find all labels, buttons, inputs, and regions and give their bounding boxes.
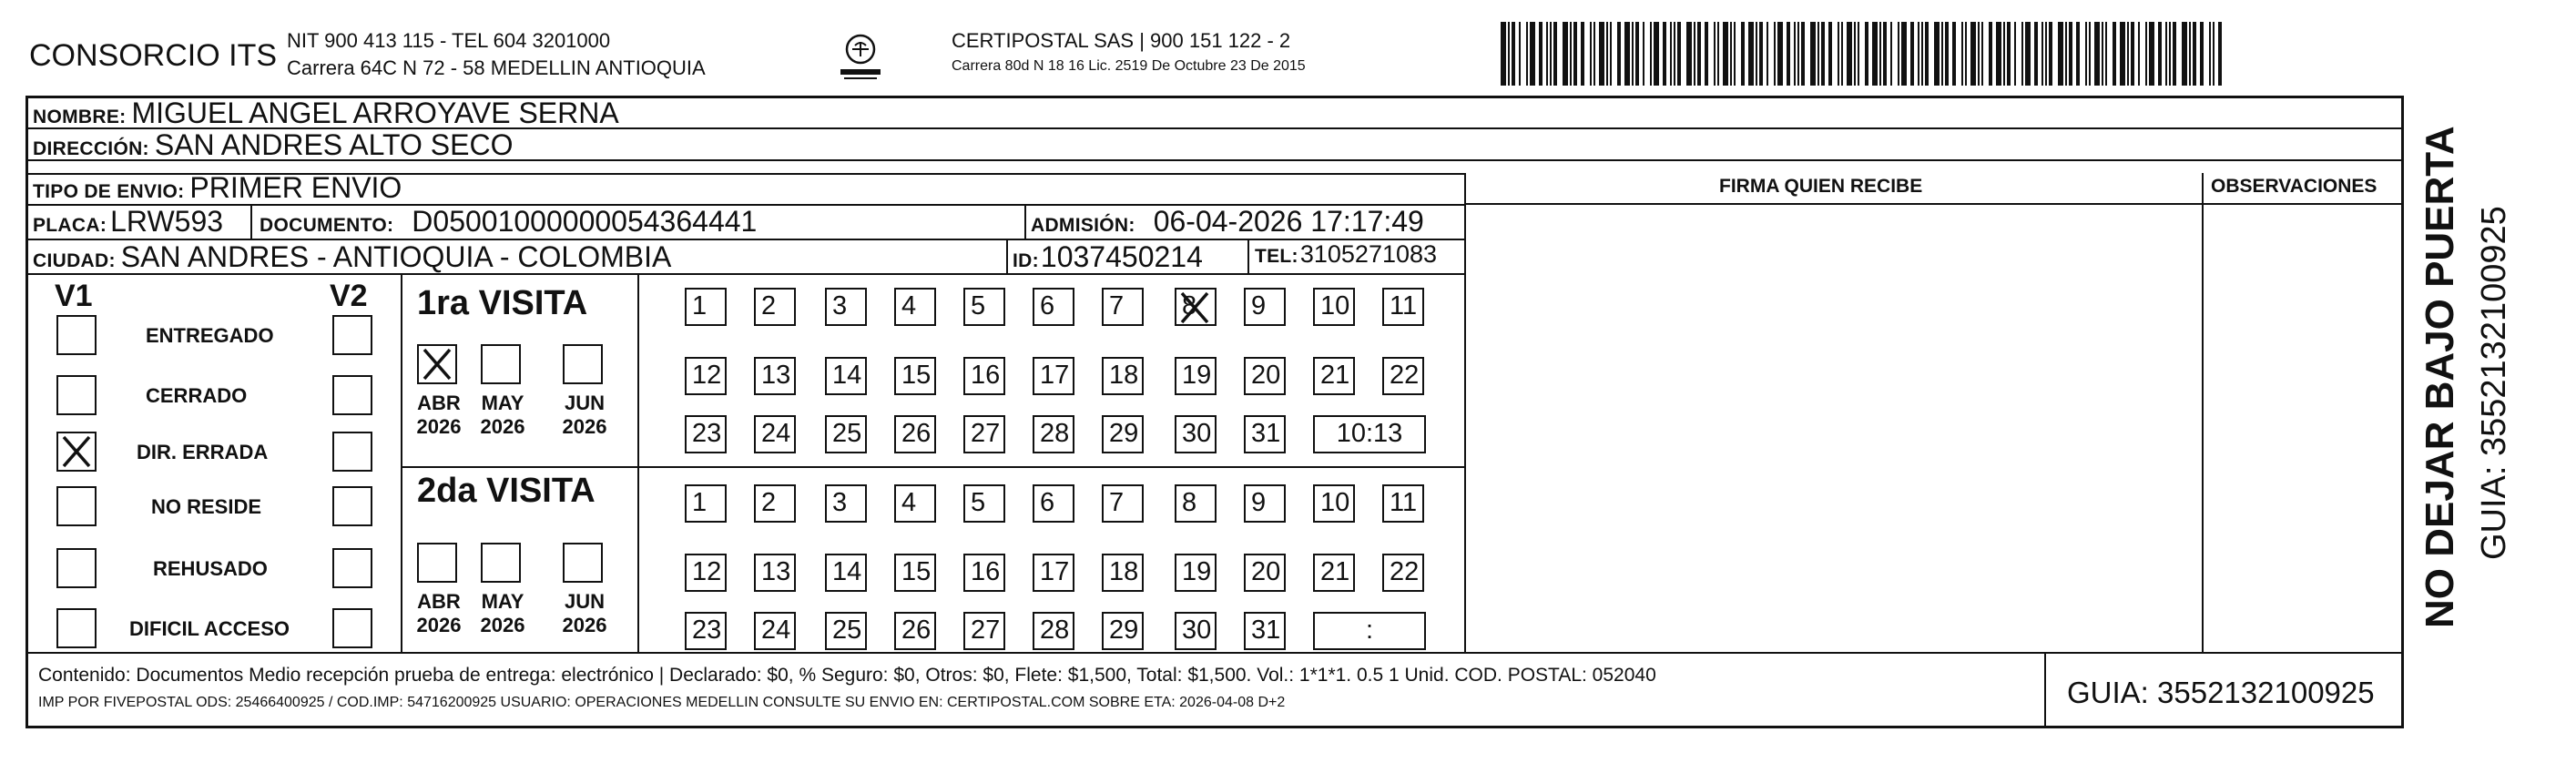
check-x-icon [58,433,95,470]
day-checkbox[interactable] [1175,554,1217,592]
placa-value: LRW593 [110,205,224,238]
day-number: 4 [901,488,917,517]
day-number: 8 [1182,291,1197,320]
day-checkbox[interactable] [1102,357,1144,395]
day-checkbox[interactable] [1102,554,1144,592]
contenido-text: Contenido: Documentos Medio recepción prueba de entrega: electrónico | Declarado: $0, % Seguro: $0, Otros: $0, Flete: $1,500, Total: $1,500. Vol.: 1*1*1. 0.5 1 Unid. COD. POSTAL: 052040 [38,665,1656,686]
id-label: ID: [1013,250,1039,271]
documento-value: D05001000000054364441 [412,205,758,238]
day-checkbox[interactable] [825,554,867,592]
day-checkbox[interactable] [685,484,727,523]
v1-checkbox[interactable] [56,375,97,415]
nombre-row [33,97,619,130]
day-checkbox[interactable] [754,554,796,592]
day-checkbox[interactable] [685,554,727,592]
direccion-value: SAN ANDRES ALTO SECO [154,128,514,161]
day-checkbox[interactable] [685,415,727,453]
v1-checkbox[interactable] [56,315,97,355]
month-label: JUN 2026 [562,392,607,439]
day-checkbox[interactable] [1244,357,1286,395]
day-checkbox[interactable] [1175,612,1217,650]
day-checkbox[interactable] [1102,484,1144,523]
tipo-value: PRIMER ENVIO [189,171,402,204]
tel-label: TEL: [1255,246,1298,267]
month-label: MAY 2026 [480,590,525,637]
v1-checkbox[interactable] [56,608,97,648]
day-number: 3 [832,291,848,320]
nombre-value: MIGUEL ANGEL ARROYAVE SERNA [131,97,619,129]
day-checkbox[interactable] [1033,415,1074,453]
day-number: 29 [1109,419,1139,448]
day-number: 28 [1040,419,1070,448]
day-checkbox[interactable] [1175,288,1217,326]
day-checkbox[interactable] [894,484,936,523]
admision-cell [1031,205,1424,239]
v2-checkbox[interactable] [332,486,372,526]
barcode [1501,22,2222,86]
day-checkbox[interactable] [894,415,936,453]
day-checkbox[interactable] [1175,357,1217,395]
day-checkbox[interactable] [894,612,936,650]
day-checkbox[interactable] [754,288,796,326]
time-field[interactable]: 10:13 [1313,415,1426,453]
day-number: 12 [692,557,722,586]
day-number: 21 [1320,557,1350,586]
day-checkbox[interactable] [963,288,1005,326]
v2-checkbox[interactable] [332,432,372,472]
direccion-label: DIRECCIÓN: [33,138,149,159]
company-nit: NIT 900 413 115 - TEL 604 3201000 [287,29,611,52]
courier-name: CERTIPOSTAL SAS | 900 151 122 - 2 [952,29,1291,52]
day-number: 24 [761,615,791,645]
day-number: 20 [1251,557,1281,586]
day-checkbox[interactable] [963,554,1005,592]
day-checkbox[interactable] [963,484,1005,523]
visit1-title: 1ra VISITA [417,284,588,322]
day-number: 7 [1109,291,1125,320]
day-number: 27 [971,419,1001,448]
day-number: 22 [1390,557,1420,586]
day-checkbox[interactable] [1033,484,1074,523]
day-checkbox[interactable] [1175,484,1217,523]
day-number: 18 [1109,557,1139,586]
v2-checkbox[interactable] [332,375,372,415]
time-field[interactable]: : [1313,612,1426,650]
day-number: 25 [832,615,862,645]
day-checkbox[interactable] [963,357,1005,395]
day-checkbox[interactable] [1102,288,1144,326]
day-number: 10 [1320,488,1350,517]
day-number: 20 [1251,361,1281,390]
month-label: JUN 2026 [562,590,607,637]
day-number: 19 [1182,557,1212,586]
tipo-row [33,171,402,205]
day-number: 13 [761,361,791,390]
day-checkbox[interactable] [825,357,867,395]
v2-checkbox[interactable] [332,315,372,355]
day-number: 21 [1320,361,1350,390]
day-number: 15 [901,557,932,586]
courier-address: Carrera 80d N 18 16 Lic. 2519 De Octubre 23 De 2015 [952,58,1306,74]
day-checkbox[interactable] [1382,288,1424,326]
day-number: 31 [1251,419,1281,448]
ciudad-cell [33,240,671,274]
day-checkbox[interactable] [825,612,867,650]
month-checkbox[interactable] [563,344,603,384]
company-address: Carrera 64C N 72 - 58 MEDELLIN ANTIOQUIA [287,56,706,79]
day-number: 17 [1040,361,1070,390]
admision-value: 06-04-2026 17:17:49 [1153,205,1424,238]
day-number: 19 [1182,361,1212,390]
day-number: 29 [1109,615,1139,645]
day-number: 1 [692,488,708,517]
day-number: 6 [1040,291,1055,320]
tel-cell [1255,240,1437,269]
check-x-icon [419,346,455,382]
day-checkbox[interactable] [754,612,796,650]
day-checkbox[interactable] [754,415,796,453]
day-number: 31 [1251,615,1281,645]
day-number: 16 [971,557,1001,586]
v2-header: V2 [330,279,368,313]
day-checkbox[interactable] [825,484,867,523]
day-checkbox[interactable] [1313,288,1355,326]
day-checkbox[interactable] [685,357,727,395]
day-number: 24 [761,419,791,448]
month-checkbox[interactable] [417,344,457,384]
day-number: 11 [1390,291,1418,320]
day-number: 5 [971,291,986,320]
day-checkbox[interactable] [1382,484,1424,523]
status-label: DIR. ERRADA [137,441,269,463]
day-number: 14 [832,361,862,390]
day-checkbox[interactable] [685,612,727,650]
v2-checkbox[interactable] [332,548,372,588]
status-label: ENTREGADO [146,324,274,347]
side-guia: GUIA: 3552132100925 [2475,206,2513,560]
day-checkbox[interactable] [963,415,1005,453]
day-checkbox[interactable] [1244,612,1286,650]
day-checkbox[interactable] [1313,484,1355,523]
day-checkbox[interactable] [825,415,867,453]
day-number: 9 [1251,291,1267,320]
status-label: NO RESIDE [151,495,262,518]
check-x-icon [1176,290,1213,326]
placa-label: PLACA: [33,215,107,236]
admision-label: ADMISIÓN: [1031,215,1135,236]
day-checkbox[interactable] [754,484,796,523]
month-checkbox[interactable] [481,543,521,583]
observaciones-header: OBSERVACIONES [2211,176,2377,197]
day-number: 1 [692,291,708,320]
documento-cell [260,205,757,239]
ciudad-label: CIUDAD: [33,250,116,271]
nombre-label: NOMBRE: [33,107,127,127]
day-number: 8 [1182,488,1197,517]
day-number: 6 [1040,488,1055,517]
tipo-label: TIPO DE ENVIO: [33,181,185,202]
firma-header: FIRMA QUIEN RECIBE [1719,176,1923,197]
day-number: 22 [1390,361,1420,390]
day-checkbox[interactable] [1033,357,1074,395]
day-number: 12 [692,361,722,390]
day-number: 2 [761,291,777,320]
day-number: 3 [832,488,848,517]
v1-checkbox[interactable] [56,432,97,472]
day-checkbox[interactable] [1244,415,1286,453]
status-label: DIFICIL ACCESO [129,617,290,640]
day-checkbox[interactable] [1033,288,1074,326]
ciudad-value: SAN ANDRES - ANTIOQUIA - COLOMBIA [120,240,672,273]
day-checkbox[interactable] [825,288,867,326]
day-number: 10 [1320,291,1350,320]
day-checkbox[interactable] [1175,415,1217,453]
day-number: 2 [761,488,777,517]
day-checkbox[interactable] [894,288,936,326]
day-number: 28 [1040,615,1070,645]
month-label: MAY 2026 [480,392,525,439]
month-checkbox[interactable] [481,344,521,384]
day-number: 18 [1109,361,1139,390]
day-number: 16 [971,361,1001,390]
certipostal-logo [833,29,888,84]
visit2-title: 2da VISITA [417,472,596,510]
direccion-row [33,128,513,162]
day-checkbox[interactable] [1313,554,1355,592]
month-label: ABR 2026 [416,590,462,637]
status-label: REHUSADO [153,557,268,580]
imp-text: IMP POR FIVEPOSTAL ODS: 25466400925 / COD.IMP: 54716200925 USUARIO: OPERACIONES MEDELLIN CONSULTE SU ENVIO EN: CERTIPOSTAL.COM SOBRE ETA: 2026-04-08 D+2 [38,695,1286,710]
day-checkbox[interactable] [1244,288,1286,326]
day-checkbox[interactable] [963,612,1005,650]
id-cell [1013,240,1203,274]
placa-cell [33,205,223,239]
day-checkbox[interactable] [754,357,796,395]
v1-checkbox[interactable] [56,548,97,588]
day-number: 25 [832,419,862,448]
day-checkbox[interactable] [1313,357,1355,395]
status-label: CERRADO [146,384,248,407]
guia-footer: GUIA: 3552132100925 [2067,676,2375,709]
day-number: 27 [971,615,1001,645]
day-number: 9 [1251,488,1267,517]
day-number: 26 [901,419,932,448]
day-number: 15 [901,361,932,390]
day-number: 13 [761,557,791,586]
month-label: ABR 2026 [416,392,462,439]
day-checkbox[interactable] [1102,612,1144,650]
day-checkbox[interactable] [685,288,727,326]
day-checkbox[interactable] [1382,554,1424,592]
day-checkbox[interactable] [1033,554,1074,592]
day-number: 11 [1390,488,1418,517]
v2-checkbox[interactable] [332,608,372,648]
day-checkbox[interactable] [1244,484,1286,523]
tel-value: 3105271083 [1299,240,1438,268]
day-checkbox[interactable] [1382,357,1424,395]
day-number: 4 [901,291,917,320]
v1-header: V1 [55,279,93,313]
day-number: 23 [692,615,722,645]
day-number: 7 [1109,488,1125,517]
day-number: 30 [1182,419,1212,448]
day-checkbox[interactable] [894,357,936,395]
day-checkbox[interactable] [894,554,936,592]
day-checkbox[interactable] [1102,415,1144,453]
day-checkbox[interactable] [1033,612,1074,650]
side-warning: NO DEJAR BAJO PUERTA [2418,126,2462,628]
day-number: 5 [971,488,986,517]
documento-label: DOCUMENTO: [260,215,394,236]
id-value: 1037450214 [1040,240,1203,273]
v1-checkbox[interactable] [56,486,97,526]
day-number: 23 [692,419,722,448]
company-name: CONSORCIO ITS [29,38,278,73]
day-number: 17 [1040,557,1070,586]
day-number: 14 [832,557,862,586]
day-checkbox[interactable] [1244,554,1286,592]
month-checkbox[interactable] [417,543,457,583]
day-number: 30 [1182,615,1212,645]
day-number: 26 [901,615,932,645]
month-checkbox[interactable] [563,543,603,583]
